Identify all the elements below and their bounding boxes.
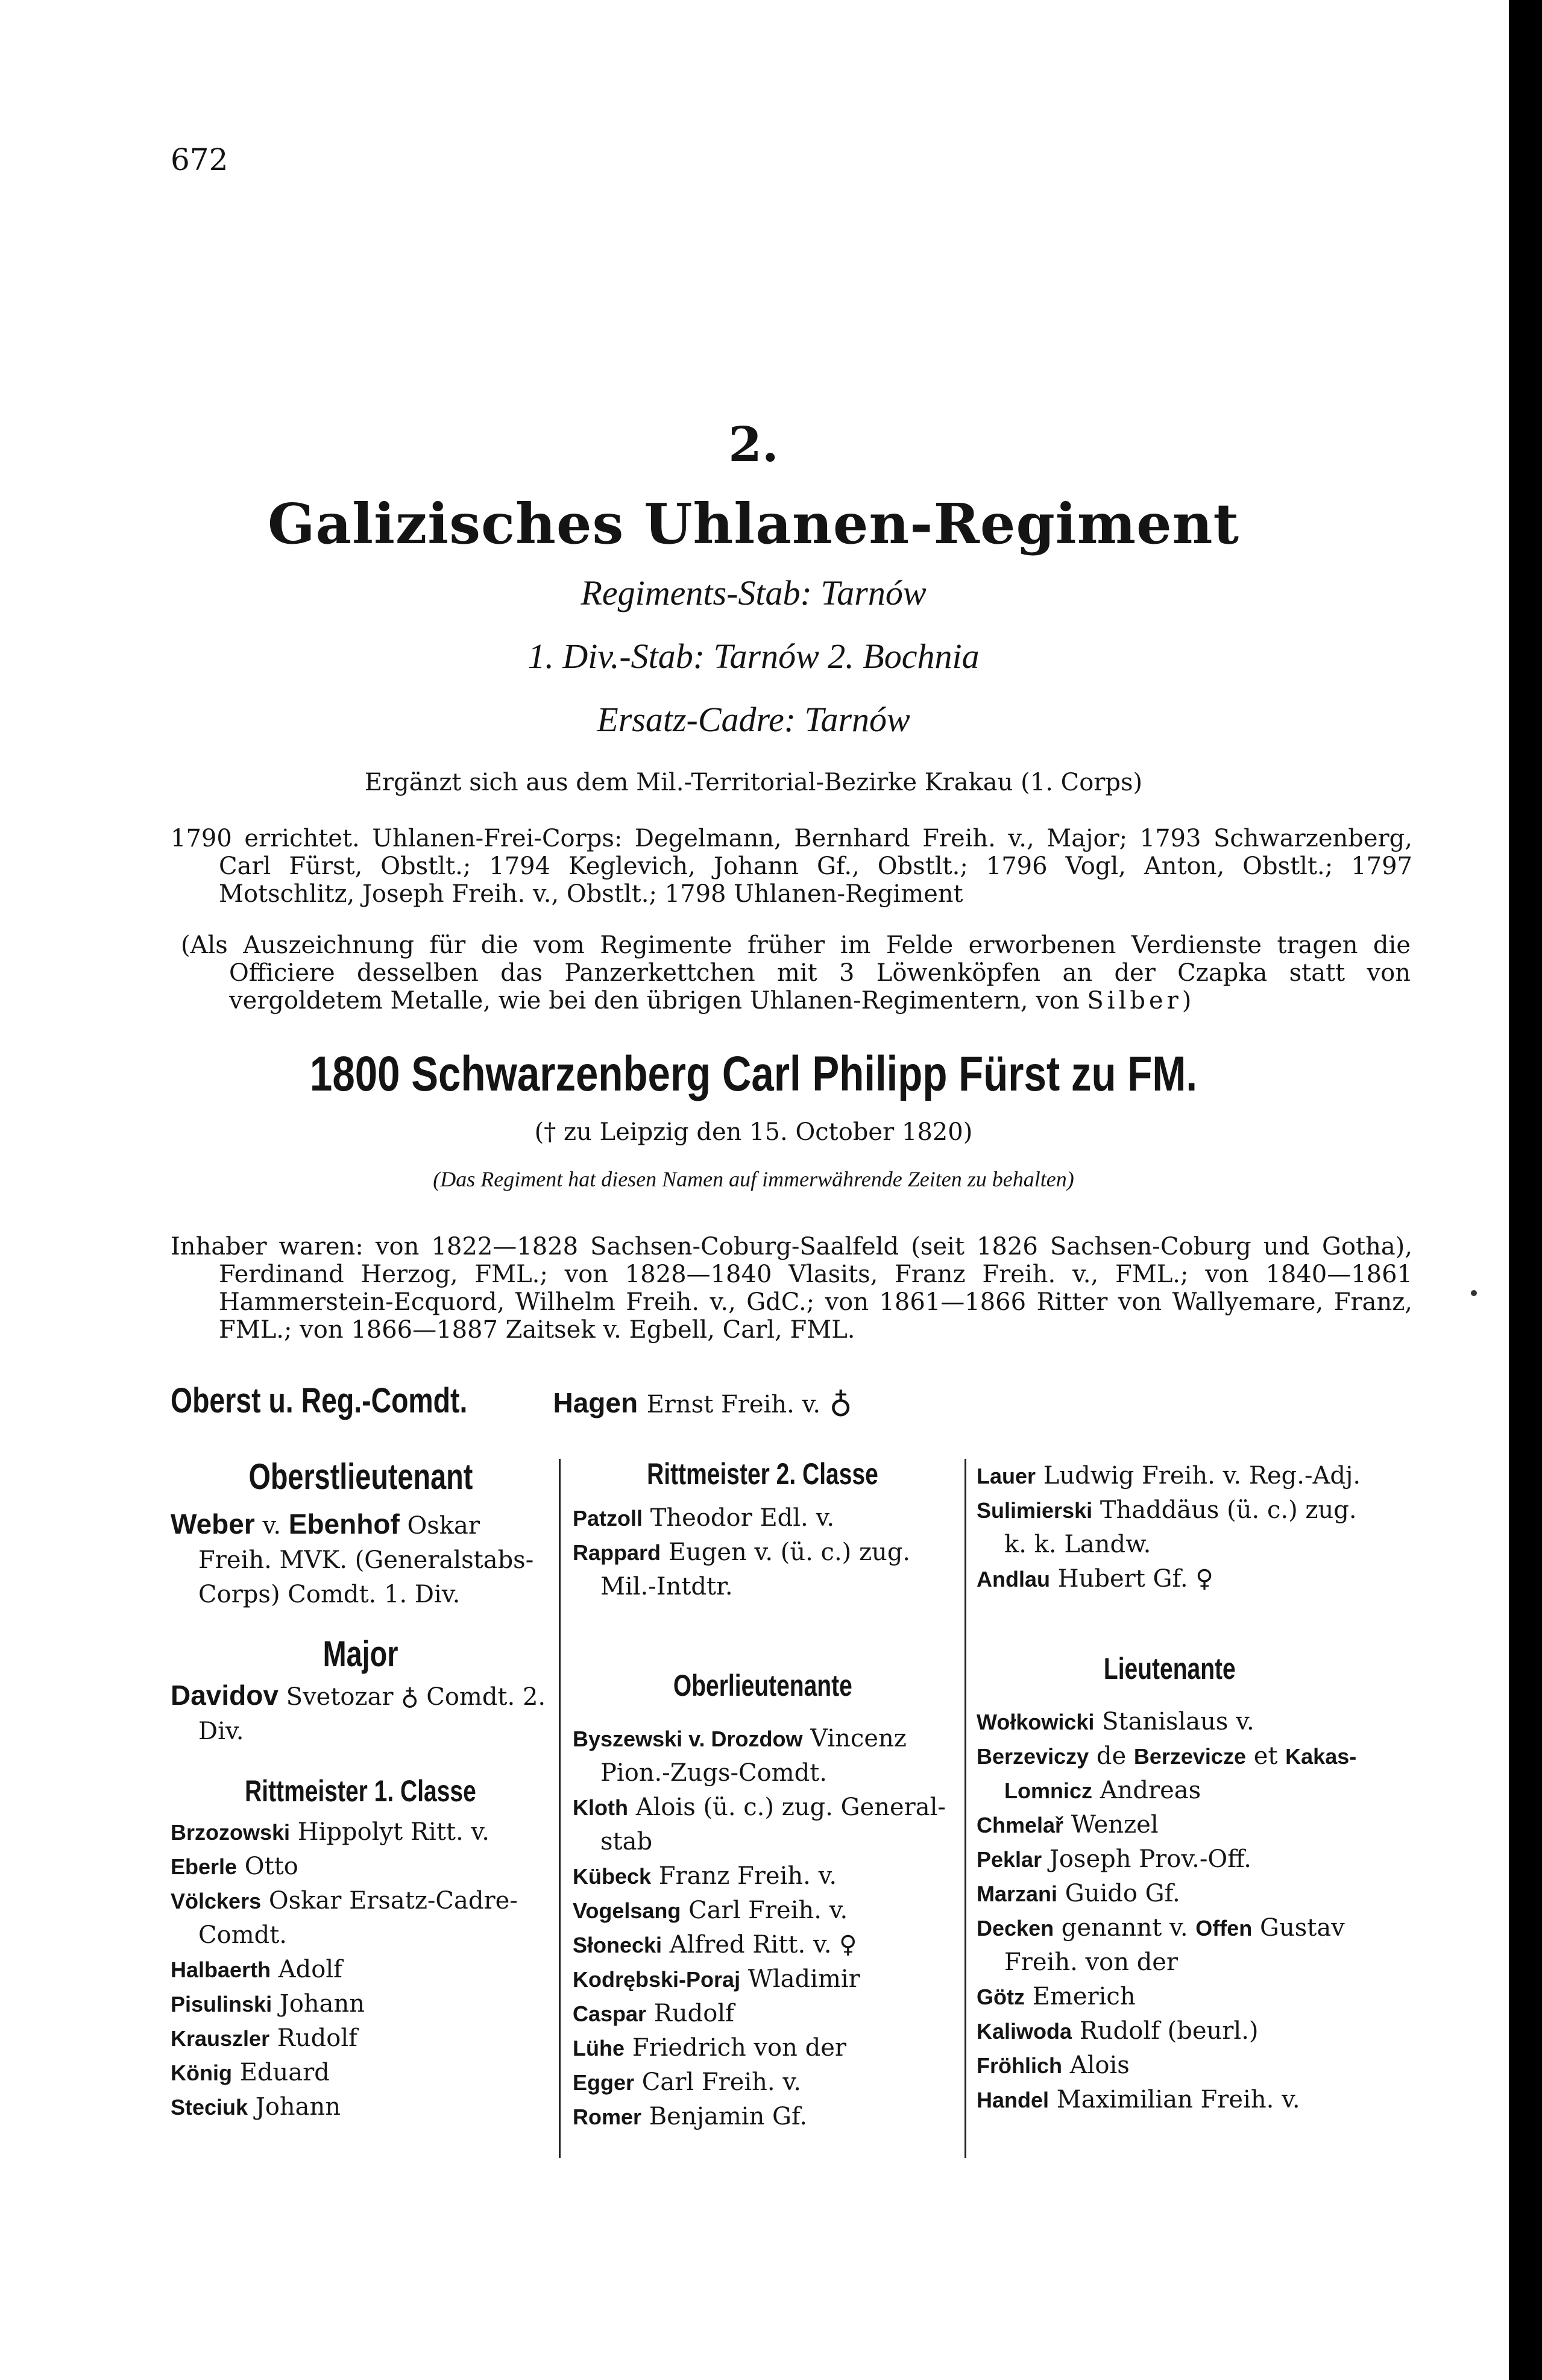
list-item: Andlau Hubert Gf. ♀: [977, 1565, 1213, 1593]
list-item: Eberle Otto: [171, 1853, 298, 1880]
scan-speck: [1471, 1290, 1477, 1296]
list-item: Decken genannt v. Offen Gustav Freih. von der: [977, 1914, 1345, 1976]
list-item: Byszewski v. Drozdow Vincenz Pion.-Zugs-Comdt.: [573, 1725, 907, 1787]
distinction-note: [181, 931, 1411, 1015]
list-item: Götz Emerich: [977, 1983, 1136, 2010]
column-2: [573, 1453, 952, 2134]
list-item: Kodrębski-Poraj Wladimir: [573, 1965, 860, 1993]
obstlt-heading: Oberstlieutenant: [248, 1456, 473, 1497]
history-paragraph: 1790 errichtet. Uhlanen-Frei-Corps: Degelmann, Bernhard Freih. v., Major; 1793 Schwarzenberg, Carl Fürst, Obstlt.; 1794 Keglevich, Johann Gf., Obstlt.; 1796 Vogl, Anton, Obstlt.; 1797 Motschlitz, Joseph Freih. v., Obstlt.; 1798 Uhlanen-Regiment: [171, 825, 1412, 908]
inhaber-paragraph: Inhaber waren: von 1822—1828 Sachsen-Coburg-Saalfeld (seit 1826 Sachsen-Coburg und Gotha), Ferdinand Herzog, FML.; von 1828—1840 Vlasits, Franz Freih. v., FML.; von 1840—1861 Hammerstein-Ecquord, Wilhelm Freih. v., GdC.; von 1861—1866 Ritter von Wallyemare, Franz, FML.; von 1866—1887 Zaitsek v. Egbell, Carl, FML.: [171, 1233, 1412, 1344]
list-item: Pisulinski Johann: [171, 1990, 365, 2018]
oblt-heading: Oberlieutenante: [673, 1669, 852, 1702]
ritt2-heading: Rittmeister 2. Classe: [647, 1457, 878, 1491]
lt-list: [977, 1705, 1362, 2117]
namesake-heading: 1800 Schwarzenberg Carl Philipp Fürst zu FM.: [309, 1047, 1198, 1101]
list-item: Caspar Rudolf: [573, 2000, 734, 2027]
staff-line-1: Regiments-Stab: Tarnów: [581, 573, 927, 612]
ritt1-list: [171, 1815, 550, 2124]
list-item: Völckers Oskar Ersatz-Cadre-Comdt.: [171, 1887, 518, 1949]
list-item: Kloth Alois (ü. c.) zug. General-stab: [573, 1793, 946, 1856]
name-perpetual-note: (Das Regiment hat diesen Namen auf immerwährende Zeiten zu behalten): [433, 1167, 1074, 1191]
lt-heading: Lieutenante: [1103, 1652, 1236, 1686]
column-rule-1: [559, 1459, 561, 2158]
list-item: Słonecki Alfred Ritt. v. ♀: [573, 1931, 857, 1959]
major-heading: Major: [323, 1634, 398, 1674]
regiment-number: 2.: [728, 416, 779, 473]
list-item: Handel Maximilian Freih. v.: [977, 2086, 1300, 2114]
major-entry: Davidov Svetozar ♁ Comdt. 2. Div.: [171, 1680, 546, 1745]
list-item: Lauer Ludwig Freih. v. Reg.-Adj.: [977, 1462, 1361, 1490]
cross-decoration-icon: ♁: [829, 1384, 852, 1420]
staff-line-2: 1. Div.-Stab: Tarnów 2. Bochnia: [527, 637, 980, 676]
page-number: 672: [171, 142, 228, 177]
list-item: Berzeviczy de Berzevicze et Kakas-Lomnicz Andreas: [977, 1742, 1357, 1804]
list-item: Patzoll Theodor Edl. v.: [573, 1504, 835, 1532]
ritt1-heading: Rittmeister 1. Classe: [245, 1774, 476, 1808]
list-item: Rappard Eugen v. (ü. c.) zug. Mil.-Intdtr.: [573, 1538, 911, 1601]
list-item: Vogelsang Carl Freih. v.: [573, 1897, 848, 1924]
namesake-death: († zu Leipzig den 15. October 1820): [534, 1118, 973, 1146]
colonel-line: [171, 1380, 852, 1421]
list-item: Krauszler Rudolf: [171, 2024, 357, 2052]
column-3: [977, 1459, 1362, 2117]
distinction-note-text: (Als Auszeichnung für die vom Regimente früher im Felde erworbenen Verdienste tragen die Officiere desselben das Panzerkettchen mit 3 Löwenköpfen an der Czapka statt von vergoldetem Metalle, wie bei den übrigen Uhlanen-Regimentern, von: [181, 931, 1411, 1015]
list-item: Fröhlich Alois: [977, 2051, 1130, 2079]
list-item: Wołkowicki Stanislaus v.: [977, 1708, 1254, 1736]
list-item: Sulimierski Thaddäus (ü. c.) zug. k. k. Landw.: [977, 1496, 1357, 1558]
list-item: Kübeck Franz Freih. v.: [573, 1862, 837, 1890]
list-item: Brzozowski Hippolyt Ritt. v.: [171, 1818, 489, 1846]
colonel-name: Hagen: [553, 1387, 638, 1418]
list-item: Egger Carl Freih. v.: [573, 2068, 801, 2096]
list-item: König Eduard: [171, 2059, 330, 2086]
scan-edge: [1509, 0, 1542, 2380]
column-rule-2: [965, 1459, 966, 2158]
regiment-title: Galizisches Uhlanen-Regiment: [267, 491, 1240, 556]
list-item: Halbaerth Adolf: [171, 1956, 342, 1983]
staff-line-3: Ersatz-Cadre: Tarnów: [597, 700, 910, 739]
distinction-note-emph: Silber: [1087, 987, 1182, 1015]
colonel-label: Oberst u. Reg.-Comdt.: [171, 1381, 468, 1420]
list-item: Lühe Friedrich von der: [573, 2034, 847, 2062]
list-item: Peklar Joseph Prov.-Off.: [977, 1845, 1251, 1873]
list-item: Chmelař Wenzel: [977, 1811, 1159, 1839]
oblt-list: [573, 1722, 952, 2134]
recruitment-district: Ergänzt sich aus dem Mil.-Territorial-Bezirke Krakau (1. Corps): [364, 769, 1143, 796]
list-item: Steciuk Johann: [171, 2093, 341, 2121]
distinction-note-end: ): [1182, 987, 1192, 1015]
column-1: [171, 1453, 550, 2124]
list-item: Romer Benjamin Gf.: [573, 2103, 808, 2130]
obstlt-entry: Weber v. Ebenhof Oskar Freih. MVK. (Generalstabs-Corps) Comdt. 1. Div.: [171, 1508, 534, 1608]
colonel-rest: Ernst Freih. v.: [646, 1391, 821, 1418]
list-item: Kaliwoda Rudolf (beurl.): [977, 2017, 1259, 2045]
list-item: Marzani Guido Gf.: [977, 1880, 1180, 1907]
